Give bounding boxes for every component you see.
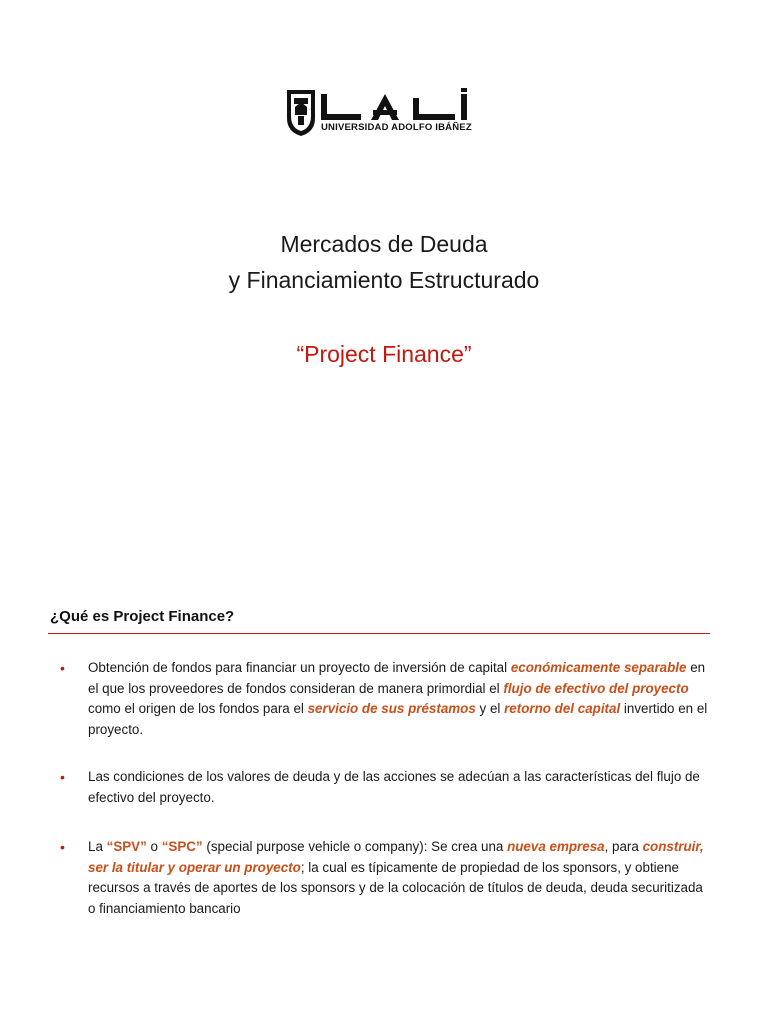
heading-divider <box>48 633 710 634</box>
cover-subtitle: “Project Finance” <box>296 341 472 367</box>
bullet-dot-icon: • <box>60 660 65 676</box>
logo-text: UNIVERSIDAD ADOLFO IBÁÑEZ <box>321 122 472 133</box>
bullet-item-3: • La “SPV” o “SPC” (special purpose vehicle o company): Se crea una nueva empresa, para construir, ser la titular y operar un proyecto; la cual es típicamente de propiedad de los sponsors, y obtiene recursos a través de aportes de los sponsors y de la colocación de títulos de deuda, deuda securitizada o financiamiento bancario <box>60 839 704 916</box>
bullet-item-1: • Obtención de fondos para financiar un proyecto de inversión de capital económicamente separable en el que los proveedores de fondos consideran de manera primordial el flujo de efectivo del proyecto como el origen de los fondos para el servicio de sus préstamos y el retorno del capital invertido en el proyecto. <box>60 660 708 737</box>
crest-icon <box>287 90 315 136</box>
bullet-dot-icon: • <box>60 769 65 785</box>
bullet-dot-icon: • <box>60 839 65 855</box>
cover-title-line-2: y Financiamiento Estructurado <box>228 267 540 293</box>
uai-wordmark-icon <box>321 88 467 120</box>
bullet-item-2: • Las condiciones de los valores de deuda y de las acciones se adecúan a las características del flujo de efectivo del proyecto. <box>60 769 700 805</box>
cover-title-line-1: Mercados de Deuda <box>280 231 488 257</box>
section-heading: ¿Qué es Project Finance? <box>50 608 235 625</box>
content-slide <box>0 560 768 1024</box>
university-logo <box>285 88 475 138</box>
bullet-list <box>60 658 710 919</box>
